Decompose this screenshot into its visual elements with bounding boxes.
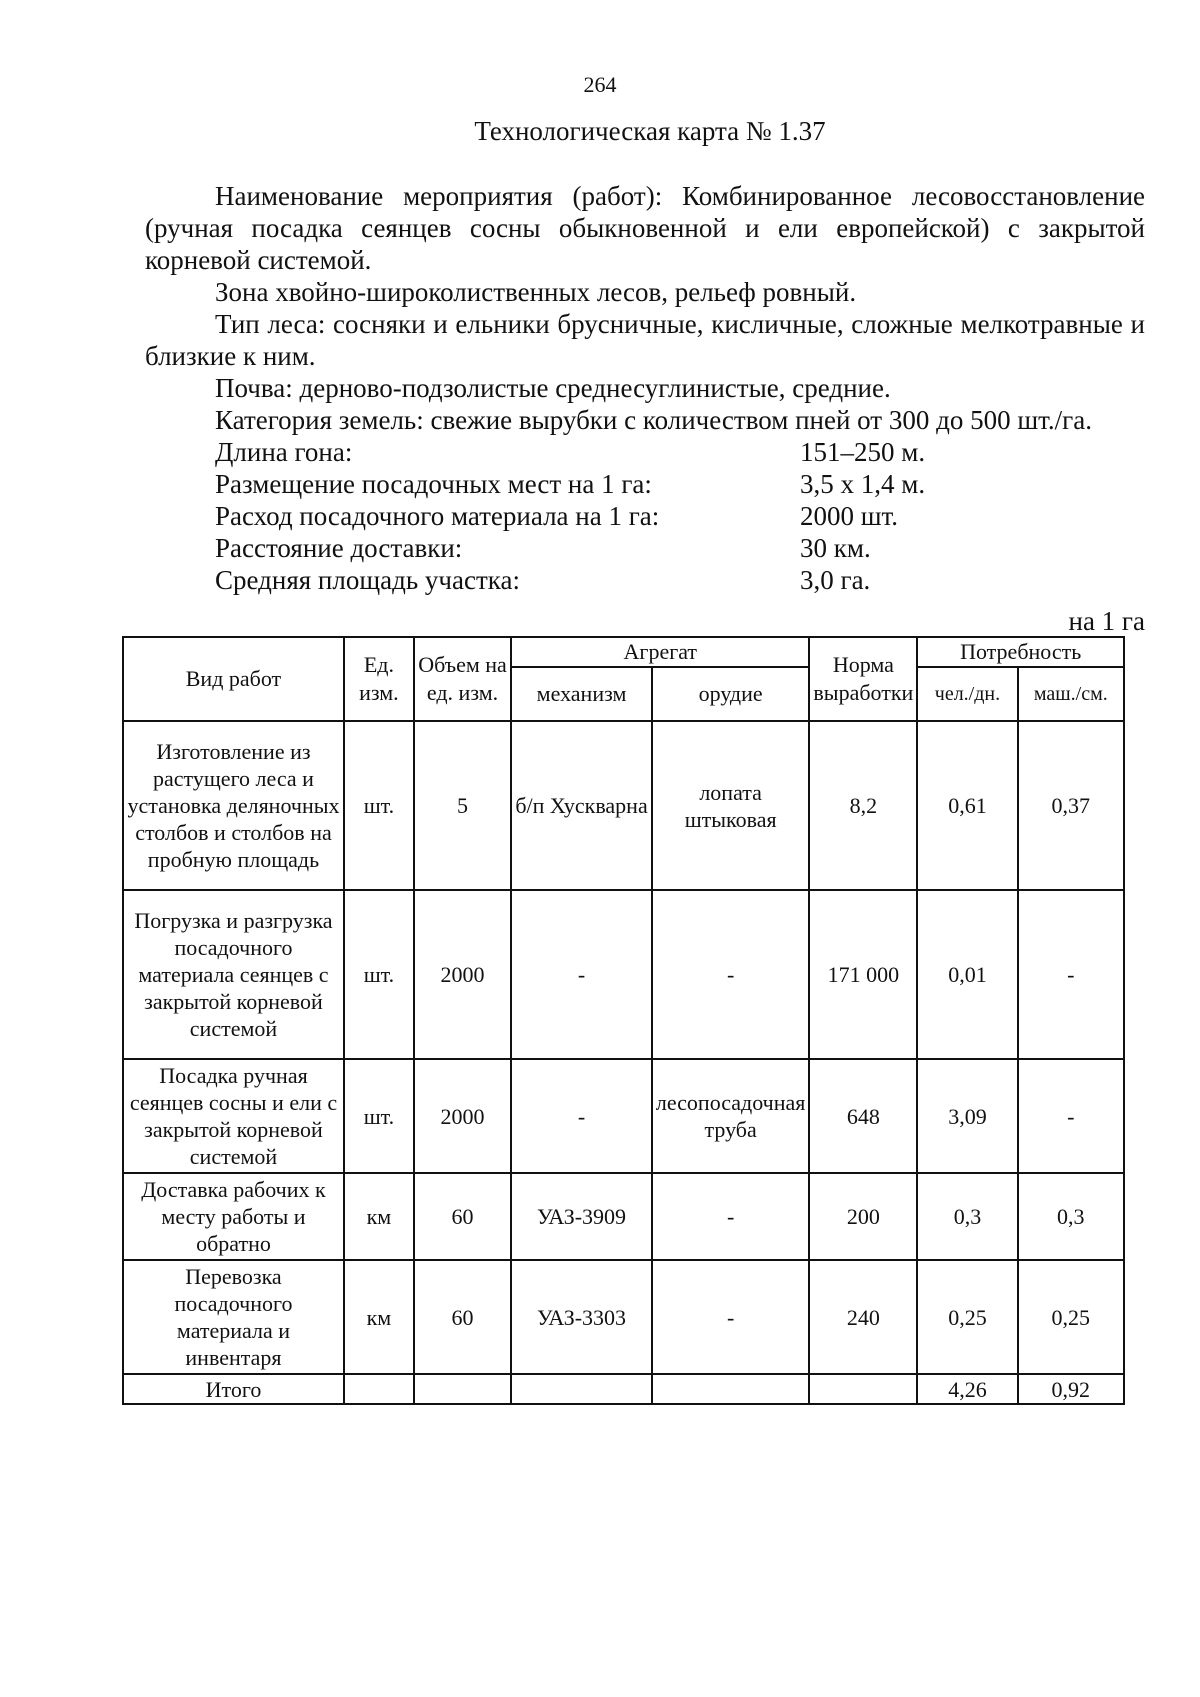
total-man-days: 4,26 (917, 1374, 1017, 1404)
cell-man-days: 0,01 (917, 890, 1017, 1059)
param-label: Средняя площадь участка: (215, 565, 520, 595)
header-work-type: Вид работ (123, 637, 344, 721)
cell-machine-shifts: 0,3 (1018, 1173, 1124, 1260)
param-value: 3,0 га. (800, 565, 871, 595)
cell-work: Перевозка посадочного материала и инвентаря (123, 1260, 344, 1374)
param-value: 151–250 м. (800, 437, 926, 467)
empty-cell (809, 1374, 917, 1404)
cell-unit: км (344, 1260, 414, 1374)
table-row (123, 1059, 1124, 1173)
param-label: Размещение посадочных мест на 1 га: (215, 469, 652, 499)
cell-tool: - (652, 1173, 810, 1260)
cell-man-days: 0,61 (917, 721, 1017, 890)
param-value: 30 км. (800, 533, 871, 563)
cell-unit: шт. (344, 1059, 414, 1173)
cell-tool: - (652, 1260, 810, 1374)
param-row (145, 468, 1145, 500)
header-mechanism: механизм (511, 667, 652, 721)
cell-work: Посадка ручная сеянцев сосны и ели с закрытой корневой системой (123, 1059, 344, 1173)
param-row (145, 500, 1145, 532)
cell-volume: 2000 (414, 890, 511, 1059)
cell-work: Изготовление из растущего леса и установка деляночных столбов и столбов на пробную площадь (123, 721, 344, 890)
cell-work: Доставка рабочих к месту работы и обратно (123, 1173, 344, 1260)
param-row (145, 564, 1145, 596)
cell-mechanism: б/п Хускварна (511, 721, 652, 890)
cell-volume: 5 (414, 721, 511, 890)
header-aggregate: Агрегат (511, 637, 809, 667)
cell-tool: лесопосадочная труба (652, 1059, 810, 1173)
land-category-line: Категория земель: свежие вырубки с количеством пней от 300 до 500 шт./га. (215, 405, 1092, 435)
cell-machine-shifts: 0,37 (1018, 721, 1124, 890)
param-row (145, 436, 1145, 468)
cell-unit: шт. (344, 890, 414, 1059)
total-label: Итого (123, 1374, 344, 1404)
soil-line: Почва: дерново-подзолистые среднесуглинистые, средние. (215, 373, 891, 403)
empty-cell (414, 1374, 511, 1404)
cell-norm: 171 000 (809, 890, 917, 1059)
cell-machine-shifts: 0,25 (1018, 1260, 1124, 1374)
cell-norm: 648 (809, 1059, 917, 1173)
intro-block (145, 180, 1145, 596)
work-table (122, 636, 1125, 1405)
empty-cell (344, 1374, 414, 1404)
page-number: 264 (583, 72, 617, 97)
cell-man-days: 0,3 (917, 1173, 1017, 1260)
header-volume: Объем на ед. изм. (414, 637, 511, 721)
param-value: 2000 шт. (800, 501, 899, 531)
empty-cell (511, 1374, 652, 1404)
cell-norm: 240 (809, 1260, 917, 1374)
param-label: Длина гона: (215, 437, 353, 467)
param-value: 3,5 х 1,4 м. (800, 469, 926, 499)
param-label: Расстояние доставки: (215, 533, 463, 563)
cell-mechanism: - (511, 1059, 652, 1173)
cell-work: Погрузка и разгрузка посадочного материала сеянцев с закрытой корневой системой (123, 890, 344, 1059)
header-man-days: чел./дн. (917, 667, 1017, 721)
cell-volume: 60 (414, 1260, 511, 1374)
header-norm: Норма выработки (809, 637, 917, 721)
forest-type-line: Тип леса: сосняки и ельники брусничные, кисличные, сложные мелкотравные и близкие к ним. (145, 309, 1145, 371)
cell-mechanism: УАЗ-3303 (511, 1260, 652, 1374)
cell-machine-shifts: - (1018, 890, 1124, 1059)
header-need: Потребность (917, 637, 1124, 667)
cell-man-days: 0,25 (917, 1260, 1017, 1374)
cell-mechanism: УАЗ-3909 (511, 1173, 652, 1260)
cell-norm: 200 (809, 1173, 917, 1260)
header-machine-shifts: маш./см. (1018, 667, 1124, 721)
header-unit: Ед. изм. (344, 637, 414, 721)
cell-volume: 2000 (414, 1059, 511, 1173)
activity-name: Наименование мероприятия (работ): Комбинированное лесовосстановление (ручная посадка сеянцев сосны обыкновенной и ели европейской) с закрытой корневой системой. (145, 181, 1145, 275)
cell-unit: шт. (344, 721, 414, 890)
table-row (123, 890, 1124, 1059)
cell-machine-shifts: - (1018, 1059, 1124, 1173)
param-label: Расход посадочного материала на 1 га: (215, 501, 660, 531)
header-tool: орудие (652, 667, 810, 721)
table-row (123, 1173, 1124, 1260)
total-row (123, 1374, 1124, 1404)
cell-man-days: 3,09 (917, 1059, 1017, 1173)
page-title: Технологическая карта № 1.37 (474, 116, 826, 146)
params-list (145, 436, 1145, 596)
table-row (123, 721, 1124, 890)
cell-norm: 8,2 (809, 721, 917, 890)
unit-note: на 1 га (1068, 606, 1145, 636)
cell-volume: 60 (414, 1173, 511, 1260)
cell-unit: км (344, 1173, 414, 1260)
zone-line: Зона хвойно-широколиственных лесов, рельеф ровный. (215, 277, 857, 307)
table-row (123, 1260, 1124, 1374)
cell-tool: лопата штыковая (652, 721, 810, 890)
empty-cell (652, 1374, 810, 1404)
param-row (145, 532, 1145, 564)
cell-tool: - (652, 890, 810, 1059)
total-machine-shifts: 0,92 (1018, 1374, 1124, 1404)
cell-mechanism: - (511, 890, 652, 1059)
